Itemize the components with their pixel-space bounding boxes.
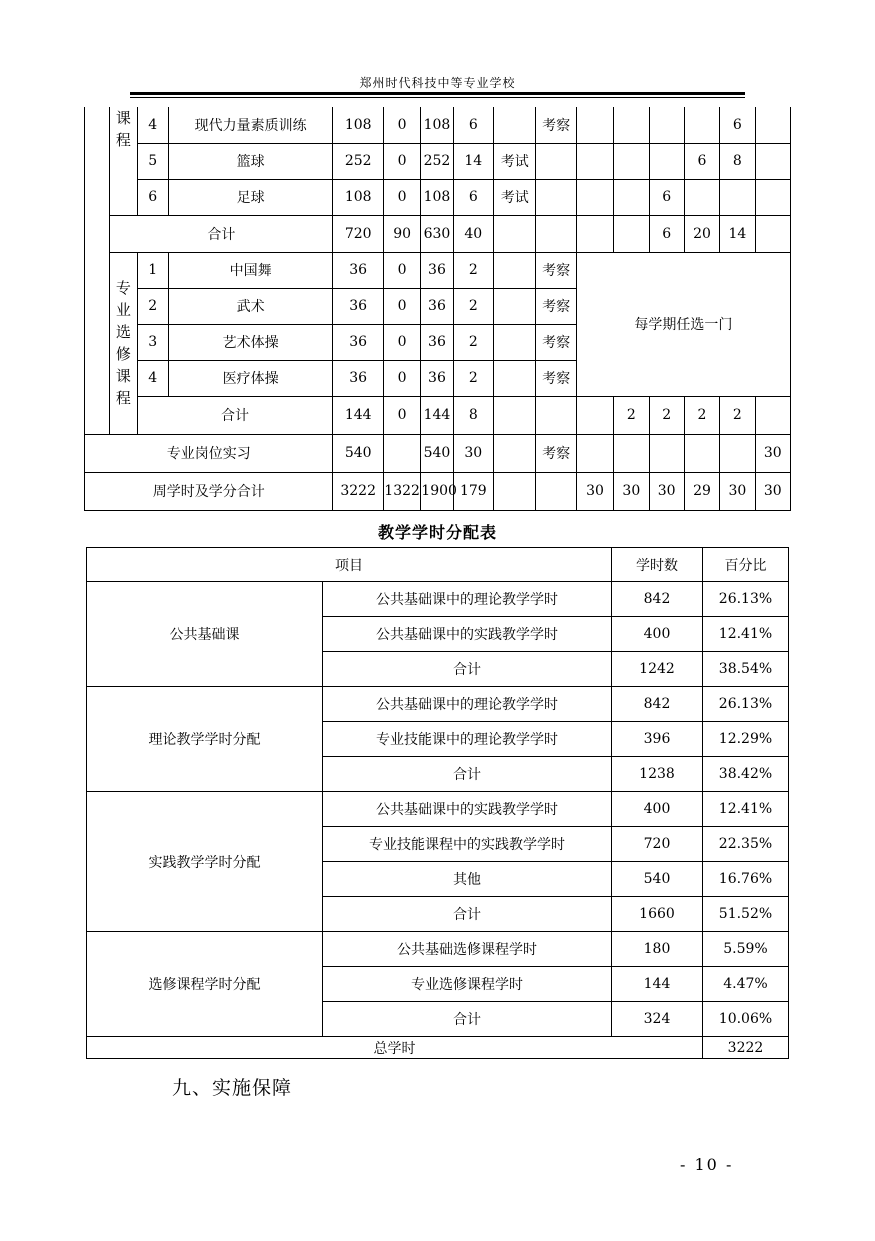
course-total: 108 <box>333 179 384 215</box>
hours-percent: 12.29% <box>703 722 789 757</box>
course-check: 考察 <box>536 360 576 396</box>
internship-exam <box>494 434 536 472</box>
course-credit: 2 <box>453 324 493 360</box>
hours-row <box>87 932 789 967</box>
hours-value: 324 <box>612 1002 703 1037</box>
hours-percent: 22.35% <box>703 827 789 862</box>
course-practice: 108 <box>421 107 453 143</box>
course-theory: 0 <box>383 179 420 215</box>
internship-theory <box>383 434 420 472</box>
course-total: 252 <box>333 143 384 179</box>
subtotal-row <box>85 396 791 434</box>
semester-hours: 2 <box>614 396 649 434</box>
semester-hours <box>614 179 649 215</box>
course-check: 考察 <box>536 107 576 143</box>
grand-total-label: 周学时及学分合计 <box>85 472 333 510</box>
page-number: - 10 - <box>680 1155 734 1174</box>
course-exam: 考试 <box>494 143 536 179</box>
course-credit: 2 <box>453 252 493 288</box>
subtotal-total: 720 <box>333 215 384 252</box>
hours-item-name: 公共基础选修课程学时 <box>323 932 612 967</box>
semester-hours: 30 <box>614 472 649 510</box>
semester-hours <box>576 396 613 434</box>
hours-value: 842 <box>612 582 703 617</box>
course-practice: 108 <box>421 179 453 215</box>
semester-hours: 30 <box>755 472 790 510</box>
section-title: 九、实施保障 <box>172 1077 293 1099</box>
hours-group-label: 实践教学学时分配 <box>87 792 323 932</box>
hours-value: 400 <box>612 617 703 652</box>
semester-hours: 29 <box>684 472 719 510</box>
course-no: 6 <box>137 179 168 215</box>
course-name: 医疗体操 <box>168 360 333 396</box>
internship-row <box>85 434 791 472</box>
subtotal-label: 合计 <box>110 215 333 252</box>
hours-item-name: 合计 <box>323 1002 612 1037</box>
subtotal-credit: 40 <box>453 215 493 252</box>
hours-value: 1242 <box>612 652 703 687</box>
semester-hours <box>649 107 684 143</box>
subtotal-row <box>85 215 791 252</box>
course-credit: 14 <box>453 143 493 179</box>
hours-percent: 12.41% <box>703 792 789 827</box>
internship-check: 考察 <box>536 434 576 472</box>
semester-hours <box>576 434 613 472</box>
grand-total-exam <box>494 472 536 510</box>
internship-credit: 30 <box>453 434 493 472</box>
header-percent: 百分比 <box>703 548 789 582</box>
subtotal-exam <box>494 396 536 434</box>
hours-allocation-table <box>86 547 789 1059</box>
semester-hours <box>755 179 790 215</box>
subtotal-label: 合计 <box>137 396 333 434</box>
course-name: 艺术体操 <box>168 324 333 360</box>
hours-item-name: 合计 <box>323 652 612 687</box>
course-no: 4 <box>137 107 168 143</box>
hours-item-name: 专业选修课程学时 <box>323 967 612 1002</box>
total-hours-value: 3222 <box>703 1037 789 1059</box>
category-outer <box>85 107 110 434</box>
course-check: 考察 <box>536 252 576 288</box>
hours-value: 540 <box>612 862 703 897</box>
subtotal-check <box>536 215 576 252</box>
course-no: 5 <box>137 143 168 179</box>
course-check: 考察 <box>536 288 576 324</box>
course-plan-table <box>84 107 791 511</box>
course-no: 3 <box>137 324 168 360</box>
course-practice: 36 <box>421 324 453 360</box>
course-credit: 2 <box>453 288 493 324</box>
semester-hours <box>720 434 755 472</box>
hours-total-row <box>87 1037 789 1059</box>
course-row <box>85 179 791 215</box>
hours-percent: 4.47% <box>703 967 789 1002</box>
semester-hours <box>755 215 790 252</box>
course-row <box>85 143 791 179</box>
semester-hours <box>614 215 649 252</box>
semester-hours <box>755 143 790 179</box>
subtotal-exam <box>494 215 536 252</box>
semester-hours: 6 <box>649 215 684 252</box>
grand-total-total: 3222 <box>333 472 384 510</box>
course-exam <box>494 288 536 324</box>
hours-row <box>87 792 789 827</box>
semester-hours <box>649 434 684 472</box>
header-item: 项目 <box>87 548 612 582</box>
hours-percent: 16.76% <box>703 862 789 897</box>
course-total: 108 <box>333 107 384 143</box>
internship-total: 540 <box>333 434 384 472</box>
hours-value: 1238 <box>612 757 703 792</box>
elective-row <box>85 252 791 288</box>
hours-percent: 12.41% <box>703 617 789 652</box>
total-hours-label: 总学时 <box>87 1037 703 1059</box>
semester-hours <box>614 434 649 472</box>
hours-value: 180 <box>612 932 703 967</box>
hours-item-name: 专业技能课中的理论教学学时 <box>323 722 612 757</box>
hours-value: 842 <box>612 687 703 722</box>
course-name: 足球 <box>168 179 333 215</box>
semester-hours <box>576 107 613 143</box>
course-name: 中国舞 <box>168 252 333 288</box>
semester-hours: 8 <box>720 143 755 179</box>
elective-note: 每学期任选一门 <box>576 252 790 396</box>
course-exam <box>494 252 536 288</box>
hours-item-name: 合计 <box>323 757 612 792</box>
hours-percent: 38.54% <box>703 652 789 687</box>
course-total: 36 <box>333 324 384 360</box>
course-name: 武术 <box>168 288 333 324</box>
course-check <box>536 179 576 215</box>
course-theory: 0 <box>383 143 420 179</box>
hours-item-name: 公共基础课中的理论教学学时 <box>323 687 612 722</box>
internship-practice: 540 <box>421 434 453 472</box>
subtotal-practice: 630 <box>421 215 453 252</box>
semester-hours: 6 <box>720 107 755 143</box>
grand-total-theory: 1322 <box>383 472 420 510</box>
course-exam <box>494 324 536 360</box>
hours-item-name: 专业技能课程中的实践教学学时 <box>323 827 612 862</box>
grand-total-credit: 179 <box>453 472 493 510</box>
semester-hours <box>576 179 613 215</box>
header-rule <box>130 92 745 95</box>
hours-table-caption: 教学学时分配表 <box>377 523 497 542</box>
semester-hours <box>755 396 790 434</box>
course-exam <box>494 360 536 396</box>
semester-hours <box>614 143 649 179</box>
subtotal-practice: 144 <box>421 396 453 434</box>
hours-value: 400 <box>612 792 703 827</box>
semester-hours <box>576 143 613 179</box>
course-credit: 6 <box>453 107 493 143</box>
semester-hours: 30 <box>649 472 684 510</box>
semester-hours <box>755 107 790 143</box>
hours-percent: 51.52% <box>703 897 789 932</box>
course-check <box>536 143 576 179</box>
semester-hours <box>576 215 613 252</box>
hours-percent: 38.42% <box>703 757 789 792</box>
grand-total-row <box>85 472 791 510</box>
group-label: 专 业 选 修 课 程 <box>110 252 137 434</box>
internship-label: 专业岗位实习 <box>85 434 333 472</box>
course-no: 2 <box>137 288 168 324</box>
course-name: 篮球 <box>168 143 333 179</box>
hours-percent: 5.59% <box>703 932 789 967</box>
course-name: 现代力量素质训练 <box>168 107 333 143</box>
subtotal-total: 144 <box>333 396 384 434</box>
semester-hours <box>649 143 684 179</box>
semester-hours <box>684 179 719 215</box>
hours-row <box>87 582 789 617</box>
hours-percent: 10.06% <box>703 1002 789 1037</box>
course-no: 4 <box>137 360 168 396</box>
course-theory: 0 <box>383 288 420 324</box>
course-theory: 0 <box>383 360 420 396</box>
semester-hours <box>684 434 719 472</box>
grand-total-check <box>536 472 576 510</box>
course-total: 36 <box>333 288 384 324</box>
semester-hours: 6 <box>649 179 684 215</box>
course-total: 36 <box>333 252 384 288</box>
grand-total-practice: 1900 <box>421 472 453 510</box>
semester-hours <box>614 107 649 143</box>
course-credit: 2 <box>453 360 493 396</box>
semester-hours: 2 <box>720 396 755 434</box>
hours-value: 1660 <box>612 897 703 932</box>
semester-hours: 30 <box>755 434 790 472</box>
group-label: 课 程 <box>110 107 137 215</box>
subtotal-check <box>536 396 576 434</box>
course-practice: 252 <box>421 143 453 179</box>
semester-hours: 6 <box>684 143 719 179</box>
course-practice: 36 <box>421 288 453 324</box>
course-no: 1 <box>137 252 168 288</box>
course-practice: 36 <box>421 252 453 288</box>
hours-item-name: 合计 <box>323 897 612 932</box>
hours-item-name: 公共基础课中的理论教学学时 <box>323 582 612 617</box>
hours-value: 720 <box>612 827 703 862</box>
course-exam <box>494 107 536 143</box>
hours-row <box>87 687 789 722</box>
course-exam: 考试 <box>494 179 536 215</box>
semester-hours <box>720 179 755 215</box>
subtotal-credit: 8 <box>453 396 493 434</box>
course-practice: 36 <box>421 360 453 396</box>
hours-group-label: 公共基础课 <box>87 582 323 687</box>
hours-item-name: 其他 <box>323 862 612 897</box>
semester-hours: 30 <box>576 472 613 510</box>
subtotal-theory: 0 <box>383 396 420 434</box>
course-theory: 0 <box>383 252 420 288</box>
hours-header-row <box>87 548 789 582</box>
subtotal-theory: 90 <box>383 215 420 252</box>
semester-hours: 30 <box>720 472 755 510</box>
course-check: 考察 <box>536 324 576 360</box>
course-total: 36 <box>333 360 384 396</box>
course-theory: 0 <box>383 107 420 143</box>
semester-hours: 20 <box>684 215 719 252</box>
hours-group-label: 选修课程学时分配 <box>87 932 323 1037</box>
hours-value: 144 <box>612 967 703 1002</box>
semester-hours: 2 <box>649 396 684 434</box>
hours-item-name: 公共基础课中的实践教学学时 <box>323 617 612 652</box>
course-theory: 0 <box>383 324 420 360</box>
hours-group-label: 理论教学学时分配 <box>87 687 323 792</box>
semester-hours <box>684 107 719 143</box>
hours-percent: 26.13% <box>703 687 789 722</box>
hours-percent: 26.13% <box>703 582 789 617</box>
semester-hours: 2 <box>684 396 719 434</box>
course-credit: 6 <box>453 179 493 215</box>
hours-value: 396 <box>612 722 703 757</box>
header-hours: 学时数 <box>612 548 703 582</box>
semester-hours: 14 <box>720 215 755 252</box>
header-rule-thin <box>130 97 745 98</box>
header-school-name: 郑州时代科技中等专业学校 <box>359 76 516 90</box>
course-row <box>85 107 791 143</box>
hours-item-name: 公共基础课中的实践教学学时 <box>323 792 612 827</box>
